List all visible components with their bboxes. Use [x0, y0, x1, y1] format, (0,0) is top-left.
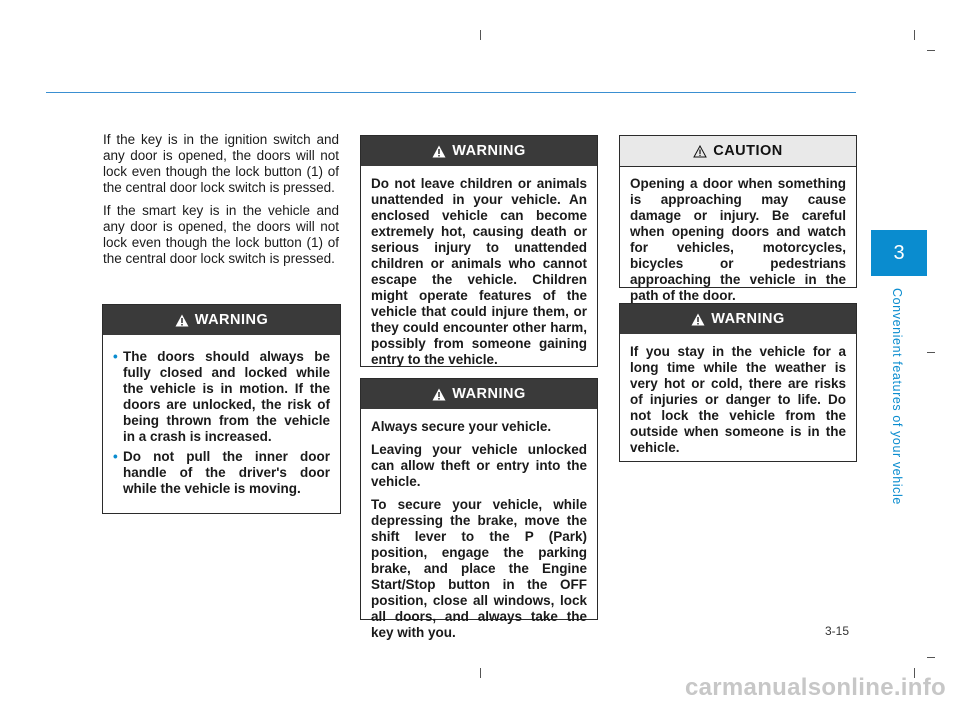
warning-icon — [691, 313, 705, 326]
chapter-tab — [871, 230, 927, 276]
caution-icon — [693, 145, 707, 158]
page-number: 3-15 — [825, 624, 850, 638]
crop-mark — [927, 50, 935, 51]
warning-title: WARNING — [711, 311, 785, 327]
warning-header — [103, 305, 340, 335]
warning-icon — [432, 388, 446, 401]
crop-mark — [480, 30, 481, 40]
caution-text: Opening a door when something is approaching may cause damage or injury. Be careful when opening doors and watch for vehicles, motorcycles, bicycles or pedestrians approaching the vehicle in the path of the door. — [630, 176, 846, 303]
intro-text — [103, 132, 339, 274]
warning-box-secure — [360, 378, 598, 640]
header-rule — [46, 92, 856, 93]
caution-title: CAUTION — [713, 143, 783, 159]
chapter-title: Convenient features of your vehicle — [890, 288, 904, 505]
intro-paragraph: If the key is in the ignition switch and any door is opened, the doors will not lock even though the lock button (1) of the central door lock switch is pressed. — [103, 132, 339, 195]
caution-header — [620, 136, 856, 167]
warning-header — [620, 304, 856, 334]
warning-text: Leaving your vehicle unlocked can allow theft or entry into the vehicle. — [371, 442, 587, 489]
warning-header — [361, 136, 597, 166]
warning-title: WARNING — [452, 386, 526, 402]
warning-text: Do not leave children or animals unattended in your vehicle. An enclosed vehicle can become extremely hot, causing death or serious injury to unattended children or animals who cannot escape the vehicle. Children might operate features of the vehicle that could injure them, or they could encounter other harm, possibly from someone gaining entry to the vehicle. — [371, 176, 587, 367]
list-item: • The doors should always be fully closed and locked while the vehicle is in motion. If the doors are unlocked, the risk of being thrown from the vehicle in a crash is increased. — [113, 349, 330, 444]
crop-mark — [927, 657, 935, 658]
chapter-number: 3 — [893, 241, 905, 264]
crop-mark — [480, 668, 481, 678]
caution-box-door — [619, 135, 857, 303]
crop-mark — [927, 352, 935, 353]
warning-box-weather — [619, 303, 857, 462]
warning-title: WARNING — [194, 312, 269, 328]
warning-text: Always secure your vehicle. — [371, 419, 552, 434]
crop-mark — [914, 30, 915, 40]
intro-paragraph: If the smart key is in the vehicle and any door is opened, the doors will not lock even though the lock button (1) of the central door lock switch is pressed. — [103, 203, 339, 266]
warning-icon — [175, 314, 189, 327]
list-item: • Do not pull the inner door handle of the driver's door while the vehicle is moving. — [113, 449, 330, 496]
warning-box-children — [360, 135, 598, 367]
warning-text: If you stay in the vehicle for a long time while the weather is very hot or cold, there are risks of injuries or danger to life. Do not lock the vehicle from the outside when someone is in the vehicle. — [630, 344, 846, 455]
bullet-icon: • — [113, 349, 118, 364]
warning-icon — [432, 145, 446, 158]
watermark: carmanualsonline.info — [684, 674, 946, 701]
warning-header — [361, 379, 597, 409]
bullet-icon: • — [113, 449, 118, 464]
warning-title: WARNING — [452, 143, 526, 159]
warning-text: To secure your vehicle, while depressing the brake, move the shift lever to the P (Park) position, engage the parking brake, and place the Engine Start/Stop button in the OFF position, close all windows, lock all doors, and always take the key with you. — [371, 497, 587, 640]
warning-box-doors — [102, 304, 341, 514]
